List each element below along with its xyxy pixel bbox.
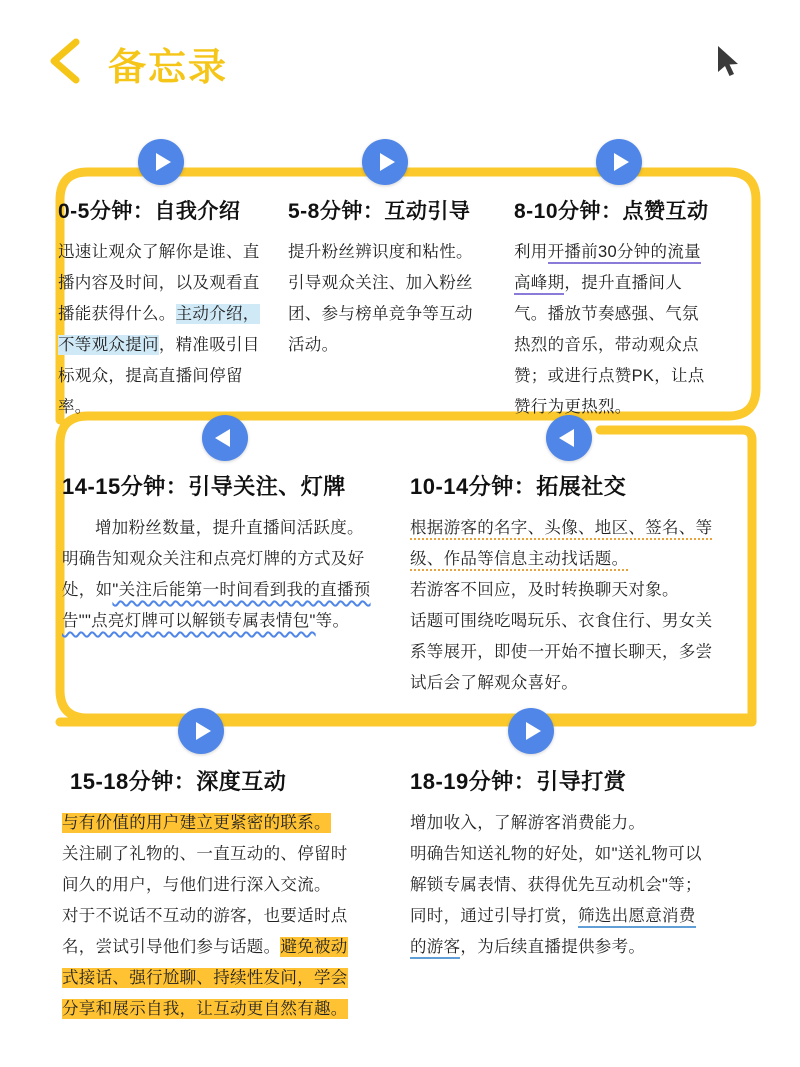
section-body-1 [410, 513, 720, 575]
section-title: 8-10分钟：点赞互动 [514, 200, 709, 223]
section-0-5min [58, 195, 273, 423]
play-badge-6[interactable] [178, 708, 224, 754]
play-badge-2[interactable] [362, 139, 408, 185]
section-body-2: 明确告知送礼物的好处，如"送礼物可以解锁专属表情、获得优先互动机会"等；同时，通过引导打赏，筛选出愿意消费的游客，为后续直播提供参考。 [410, 839, 710, 963]
section-18-19min [410, 765, 710, 963]
section-body-1: 增加粉丝数量，提升直播间活跃度。 [95, 519, 364, 537]
section-body: 迅速让观众了解你是谁、直播内容及时间，以及观看直播能获得什么。主动介绍，不等观众提问，精准吸引目标观众，提高直播间停留率。 [58, 243, 260, 416]
section-14-15min [62, 470, 392, 637]
play-badge-1[interactable] [138, 139, 184, 185]
play-badge-3[interactable] [596, 139, 642, 185]
section-10-14min [410, 470, 720, 699]
underlined-text: 筛选出愿意消费的游客 [410, 907, 696, 959]
section-5-8min [288, 195, 488, 361]
section-body-1: 增加收入，了解游客消费能力。 [410, 814, 646, 832]
page-title: 备忘录 [108, 47, 229, 89]
dotted-underline-text: 根据游客的名字、头像、地区、签名、等级、作品等信息主动找话题。 [410, 519, 712, 571]
section-title: 18-19分钟：引导打赏 [410, 769, 627, 794]
section-15-18min [62, 765, 362, 1025]
section-title: 5-8分钟：互动引导 [288, 200, 471, 223]
section-title: 0-5分钟：自我介绍 [58, 200, 241, 223]
section-body: 利用开播前30分钟的流量高峰期，提升直播间人气。播放节奏感强、气氛热烈的音乐，带动观众点赞；或进行点赞PK，让点赞行为更热烈。 [514, 243, 705, 416]
section-body-2: 若游客不回应，及时转换聊天对象。 [410, 581, 679, 599]
mouse-pointer-icon [716, 45, 742, 79]
section-body-1: 提升粉丝辨识度和粘性。 [288, 243, 473, 261]
section-body-3: 对于不说话不互动的游客，也要适时点名，尝试引导他们参与话题。避免被动式接话、强行尬聊、持续性发问，学会分享和展示自我，让互动更自然有趣。 [62, 907, 348, 1018]
section-body-2: 明确告知观众关注和点亮灯牌的方式及好处，如"关注后能第一时间看到我的直播预告""点亮灯牌可以解锁专属表情包"等。 [62, 550, 371, 630]
app-header [0, 0, 800, 118]
wavy-underline-text: "关注后能第一时间看到我的直播预告""点亮灯牌可以解锁专属表情包" [62, 581, 371, 630]
section-title: 15-18分钟：深度互动 [70, 769, 287, 794]
highlight-text: 与有价值的用户建立更紧密的联系。 [62, 814, 331, 832]
section-body-3: 话题可围绕吃喝玩乐、衣食住行、男女关系等展开，即使一开始不擅长聊天，多尝试后会了解观众喜好。 [410, 612, 713, 692]
section-title: 14-15分钟：引导关注、灯牌 [62, 474, 346, 499]
section-8-10min [514, 195, 714, 423]
underlined-text: 开播前30分钟的流量高峰期 [514, 243, 701, 295]
section-body-2: 关注刷了礼物的、一直互动的、停留时间久的用户，与他们进行深入交流。 [62, 845, 348, 894]
highlight-text: 主动介绍，不等观众提问 [58, 305, 260, 354]
chevron-left-icon[interactable] [48, 38, 82, 84]
section-body-1 [62, 808, 362, 839]
highlight-text-2: 避免被动式接话、强行尬聊、持续性发问，学会分享和展示自我，让互动更自然有趣。 [62, 938, 348, 1018]
section-body-2: 引导观众关注、加入粉丝团、参与榜单竞争等互动活动。 [288, 274, 473, 354]
play-badge-7[interactable] [508, 708, 554, 754]
section-title: 10-14分钟：拓展社交 [410, 474, 627, 499]
